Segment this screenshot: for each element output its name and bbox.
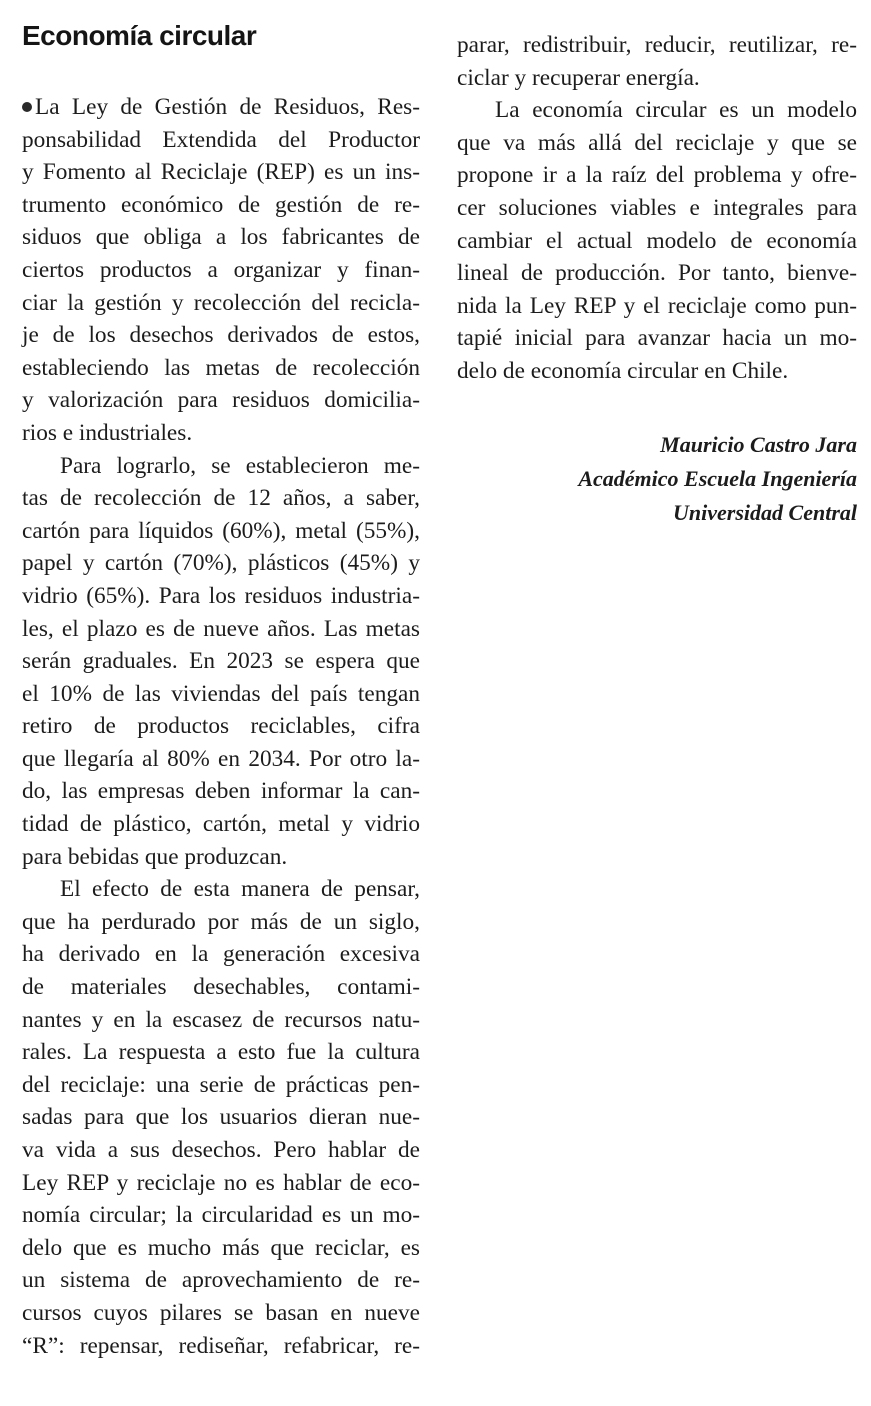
text-line: do, las empresas deben informar la can- [22, 778, 420, 805]
text-line: trumento económico de gestión de re- [22, 191, 420, 218]
text-line: siduos que obliga a los fabricantes de [22, 224, 420, 251]
text-line: parar, redistribuir, reducir, reutilizar, re- [457, 32, 857, 58]
text-line: rales. La respuesta a esto fue la cultura [22, 1039, 420, 1066]
text-line: cursos cuyos pilares se basan en nueve [22, 1299, 420, 1326]
author-role: Académico Escuela Ingeniería [578, 466, 857, 491]
text-line: y Fomento al Reciclaje (REP) es un ins- [22, 159, 420, 186]
text-line: nantes y en la escasez de recursos natu- [22, 1006, 420, 1033]
author-name: Mauricio Castro Jara [660, 432, 857, 457]
text-line: del reciclaje: una serie de prácticas pen- [22, 1071, 420, 1098]
text-line: nomía circular; la circularidad es un mo- [22, 1202, 420, 1229]
text-line: ha derivado en la generación excesiva [22, 941, 420, 968]
author-signature [477, 428, 857, 530]
text-line: delo que es mucho más que reciclar, es [22, 1234, 420, 1261]
text-line: de materiales desechables, contami- [22, 974, 420, 1001]
text-line: cambiar el actual modelo de economía [457, 227, 857, 254]
author-institution: Universidad Central [673, 500, 857, 525]
text-line: serán graduales. En 2023 se espera que [22, 648, 420, 675]
text-line: retiro de productos reciclables, cifra [22, 713, 420, 740]
text-line: que ha perdurado por más de un siglo, [22, 908, 420, 935]
text-line: ciar la gestión y recolección del recicla- [22, 289, 420, 316]
text-line: La Ley de Gestión de Residuos, Res- [22, 91, 420, 124]
text-line: El efecto de esta manera de pensar, [60, 876, 420, 903]
text-line: va vida a sus desechos. Pero hablar de [22, 1137, 420, 1163]
text-line: estableciendo las metas de recolección [22, 354, 420, 381]
text-line: ponsabilidad Extendida del Productor [22, 126, 420, 153]
text-line: rios e industriales. [22, 419, 193, 446]
article-column-left [22, 91, 420, 1362]
bullet-icon [22, 102, 32, 112]
text-line: cer soluciones viables e integrales para [457, 194, 857, 221]
text-line: propone ir a la raíz del problema y ofre- [457, 162, 857, 189]
text-line: que va más allá del reciclaje y que se [457, 129, 857, 156]
text-line: tidad de plástico, cartón, metal y vidrio [22, 811, 420, 838]
text-line: para bebidas que produzcan. [22, 843, 288, 870]
text-line: papel y cartón (70%), plásticos (45%) y [22, 550, 420, 577]
text-line: el 10% de las viviendas del país tengan [22, 680, 420, 707]
text-line: tas de recolección de 12 años, a saber, [22, 485, 420, 512]
text-line: Ley REP y reciclaje no es hablar de eco- [22, 1169, 420, 1196]
text-line: que llegaría al 80% en 2034. Por otro la- [22, 745, 420, 772]
text-line: nida la Ley REP y el reciclaje como pun- [457, 292, 857, 319]
article-column-right [457, 29, 857, 388]
text-line: Para lograrlo, se establecieron me- [60, 452, 420, 479]
article-title: Economía circular [22, 20, 257, 51]
text-line: y valorización para residuos domicilia- [22, 387, 420, 414]
text-line: “R”: repensar, rediseñar, refabricar, re- [22, 1332, 420, 1359]
text-line: lineal de producción. Por tanto, bienve- [457, 260, 857, 287]
text-line: tapié inicial para avanzar hacia un mo- [457, 325, 857, 352]
text-line: un sistema de aprovechamiento de re- [22, 1267, 420, 1294]
text-line: ciertos productos a organizar y finan- [22, 256, 420, 283]
text-line: ciclar y recuperar energía. [457, 64, 700, 91]
text-line: les, el plazo es de nueve años. Las metas [22, 615, 420, 642]
text-line: La economía circular es un modelo [495, 97, 857, 124]
text-line: delo de economía circular en Chile. [457, 357, 789, 384]
text-line: je de los desechos derivados de estos, [22, 322, 420, 349]
text-line: cartón para líquidos (60%), metal (55%), [22, 517, 420, 544]
text-line: sadas para que los usuarios dieran nue- [22, 1104, 420, 1131]
text-line: vidrio (65%). Para los residuos industria- [22, 582, 420, 609]
